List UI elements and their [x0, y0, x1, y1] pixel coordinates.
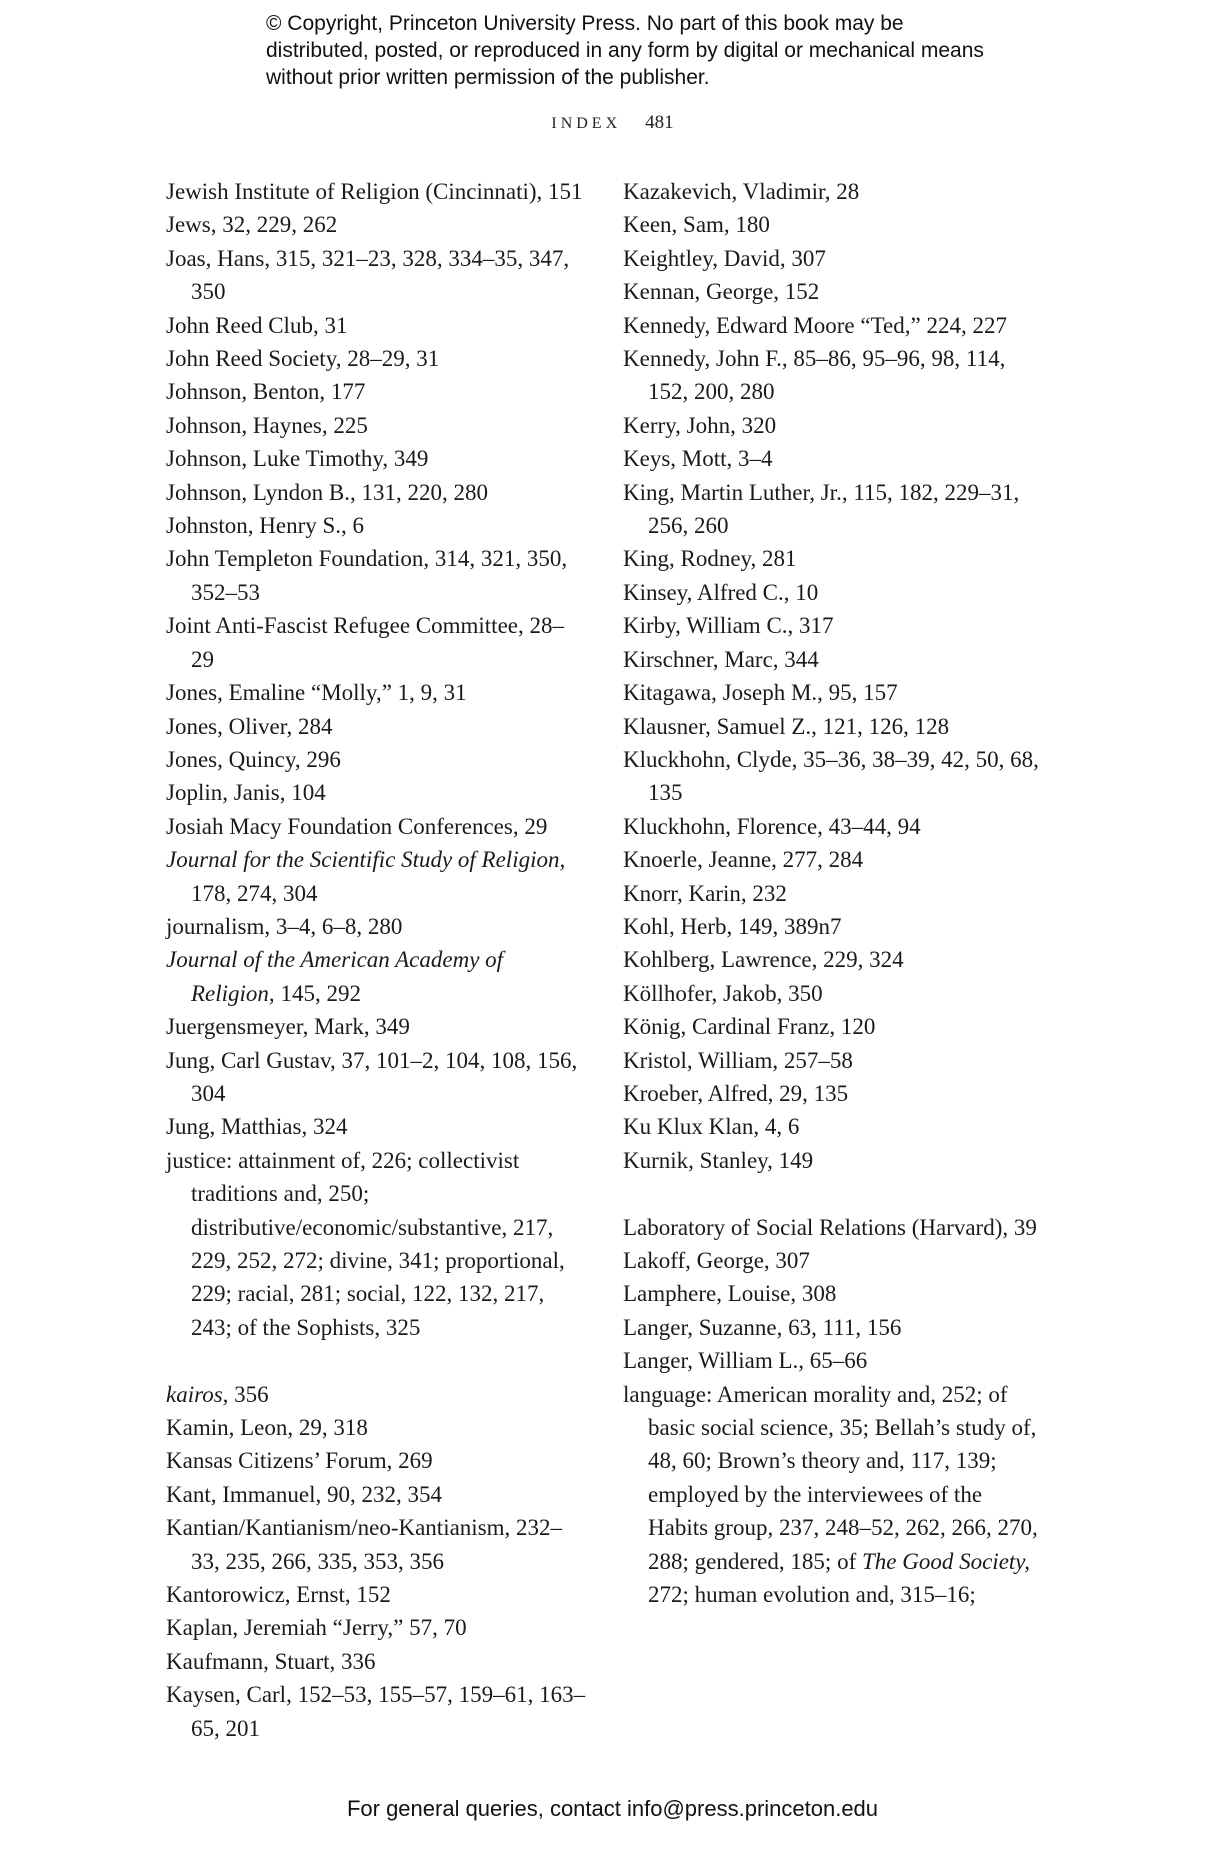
index-entry [623, 442, 1043, 475]
index-entry [166, 442, 586, 475]
entry-text: Langer, Suzanne, 63, 111, 156 [623, 1314, 902, 1340]
entry-text: Kansas Citizens’ Forum, 269 [166, 1448, 433, 1474]
entry-text: Kerry, John, 320 [623, 412, 777, 438]
entry-text: Klausner, Samuel Z., 121, 126, 128 [623, 713, 950, 739]
entry-title-italic: Journal of the American Academy of Religion, [166, 947, 504, 1006]
index-entry [623, 342, 1043, 409]
entry-title-italic: The Good Society, [861, 1548, 1030, 1574]
entry-text: language: American morality and, 252; of basic social science, 35; Bellah’s study of, 48, 60; Brown’s theory and, 117, 139; employed by the interviewees of the Habits group, 237, 248–52, 262, 266, 270, 288; gendered, 185; of [623, 1381, 1038, 1574]
entry-text: Kant, Immanuel, 90, 232, 354 [166, 1481, 442, 1507]
entry-text: Ku Klux Klan, 4, 6 [623, 1114, 800, 1140]
index-entry [166, 1110, 586, 1143]
index-entry [623, 877, 1043, 910]
entry-text: Kitagawa, Joseph M., 95, 157 [623, 680, 898, 706]
entry-text: Kohl, Herb, 149, 389n7 [623, 913, 842, 939]
entry-text: König, Cardinal Franz, 120 [623, 1014, 876, 1040]
index-entry [623, 1110, 1043, 1143]
index-entry [623, 1211, 1043, 1244]
entry-text: John Reed Society, 28–29, 31 [166, 346, 440, 372]
entry-text: Jones, Oliver, 284 [166, 713, 333, 739]
index-entry [166, 242, 586, 309]
index-entry [623, 1144, 1043, 1177]
index-entry [623, 309, 1043, 342]
entry-text: Kantorowicz, Ernst, 152 [166, 1582, 391, 1608]
index-entry [623, 676, 1043, 709]
entry-text: King, Rodney, 281 [623, 546, 797, 572]
entry-text: Jones, Emaline “Molly,” 1, 9, 31 [166, 680, 467, 706]
entry-text: John Templeton Foundation, 314, 321, 350, 352–53 [166, 546, 568, 605]
index-entry [623, 208, 1043, 241]
entry-text: Langer, William L., 65–66 [623, 1348, 868, 1374]
index-entry [166, 409, 586, 442]
index-entry [623, 1277, 1043, 1310]
entry-text: Jung, Matthias, 324 [166, 1114, 348, 1140]
entry-text: Juergensmeyer, Mark, 349 [166, 1014, 410, 1040]
index-entry [623, 743, 1043, 810]
index-entry [166, 676, 586, 709]
index-entry [166, 1611, 586, 1644]
section-gap [166, 1344, 586, 1377]
entry-title-italic: Journal for the Scientific Study of Religion, [166, 847, 566, 873]
index-entry [166, 910, 586, 943]
index-entry [166, 1678, 586, 1745]
index-column-right [623, 175, 1043, 1611]
page-number: 481 [645, 112, 674, 133]
entry-text: Kennedy, Edward Moore “Ted,” 224, 227 [623, 312, 1007, 338]
entry-text: Kroeber, Alfred, 29, 135 [623, 1080, 849, 1106]
index-entry [166, 542, 586, 609]
index-entry [623, 242, 1043, 275]
section-label: INDEX [551, 115, 622, 132]
entry-text: Johnson, Luke Timothy, 349 [166, 446, 429, 472]
index-entry [623, 977, 1043, 1010]
index-entry [623, 1311, 1043, 1344]
entry-text: Kaufmann, Stuart, 336 [166, 1648, 376, 1674]
index-entry [166, 776, 586, 809]
entry-title-italic: kairos, [166, 1381, 229, 1407]
entry-text: Kluckhohn, Florence, 43–44, 94 [623, 813, 921, 839]
index-column-left [166, 175, 586, 1745]
entry-text: Kamin, Leon, 29, 318 [166, 1415, 368, 1441]
entry-text: Köllhofer, Jakob, 350 [623, 980, 823, 1006]
index-entry [166, 309, 586, 342]
entry-pages: 272; human evolution and, 315–16; [648, 1582, 976, 1608]
index-entry [166, 342, 586, 375]
entry-text: Johnston, Henry S., 6 [166, 513, 365, 539]
entry-text: Kristol, William, 257–58 [623, 1047, 853, 1073]
entry-text: Kirby, William C., 317 [623, 613, 834, 639]
entry-text: Laboratory of Social Relations (Harvard), 39 [623, 1214, 1037, 1240]
entry-pages: 178, 274, 304 [191, 880, 318, 906]
entry-text: Kohlberg, Lawrence, 229, 324 [623, 947, 904, 973]
index-entry [623, 1077, 1043, 1110]
index-entry [623, 609, 1043, 642]
contact-footer: For general queries, contact info@press.princeton.edu [346, 1796, 879, 1821]
copyright-notice: © Copyright, Princeton University Press. No part of this book may be distributed, posted, or reproduced in any form by digital or mechanical means without prior written permission of the publisher. [266, 12, 984, 89]
index-entry [623, 910, 1043, 943]
entry-text: Kaplan, Jeremiah “Jerry,” 57, 70 [166, 1615, 467, 1641]
entry-text: Kantian/Kantianism/neo-Kantianism, 232–33, 235, 266, 335, 353, 356 [166, 1515, 563, 1574]
entry-text: Keen, Sam, 180 [623, 212, 770, 238]
entry-text: Joplin, Janis, 104 [166, 780, 326, 806]
entry-text: Knorr, Karin, 232 [623, 880, 787, 906]
entry-text: Johnson, Benton, 177 [166, 379, 366, 405]
index-entry [623, 710, 1043, 743]
entry-text: Jones, Quincy, 296 [166, 746, 341, 772]
index-entry [166, 743, 586, 776]
index-entry [623, 1344, 1043, 1377]
entry-text: Knoerle, Jeanne, 277, 284 [623, 847, 864, 873]
index-entry [623, 1044, 1043, 1077]
index-entry [166, 1645, 586, 1678]
entry-text: Joas, Hans, 315, 321–23, 328, 334–35, 347, 350 [166, 245, 570, 305]
entry-text: Jung, Carl Gustav, 37, 101–2, 104, 108, 156, 304 [166, 1047, 578, 1106]
index-entry [166, 208, 586, 241]
index-entry [623, 1244, 1043, 1277]
entry-text: Josiah Macy Foundation Conferences, 29 [166, 813, 548, 839]
entry-text: Kurnik, Stanley, 149 [623, 1147, 814, 1173]
entry-text: Kaysen, Carl, 152–53, 155–57, 159–61, 163–65, 201 [166, 1682, 586, 1741]
index-entry [166, 1010, 586, 1043]
index-entry [623, 542, 1043, 575]
entry-text: John Reed Club, 31 [166, 312, 348, 338]
entry-text: Kinsey, Alfred C., 10 [623, 579, 819, 605]
index-entry [623, 476, 1043, 543]
entry-text: Jews, 32, 229, 262 [166, 212, 338, 238]
entry-text: Lamphere, Louise, 308 [623, 1281, 837, 1307]
index-entry [623, 810, 1043, 843]
entry-text: justice: attainment of, 226; collectivist traditions and, 250; distributive/economic/substantive, 217, 229, 252, 272; divine, 341; proportional, 229; racial, 281; social, 122, 132, 217, 243; of the Sophists, 325 [166, 1147, 565, 1340]
index-entry [623, 275, 1043, 308]
index-entry [166, 476, 586, 509]
index-entry [623, 843, 1043, 876]
index-entry [166, 710, 586, 743]
entry-text: Johnson, Lyndon B., 131, 220, 280 [166, 479, 489, 505]
index-entry [166, 1044, 586, 1111]
entry-pages: 356 [228, 1381, 269, 1407]
entry-text: Kennan, George, 152 [623, 279, 820, 305]
entry-text: Jewish Institute of Religion (Cincinnati), 151 [166, 179, 583, 204]
entry-text: Kirschner, Marc, 344 [623, 646, 819, 672]
index-entry [166, 509, 586, 542]
entry-text: Johnson, Haynes, 225 [166, 412, 368, 438]
index-entry [623, 1378, 1043, 1612]
index-entry [623, 943, 1043, 976]
index-entry [623, 1010, 1043, 1043]
index-entry [166, 1444, 586, 1477]
entry-text: Kennedy, John F., 85–86, 95–96, 98, 114, 152, 200, 280 [623, 346, 1006, 405]
index-entry [166, 843, 586, 910]
section-gap [623, 1177, 1043, 1210]
index-entry [166, 375, 586, 408]
entry-text: Joint Anti-Fascist Refugee Committee, 28–29 [166, 613, 564, 672]
index-entry [623, 409, 1043, 442]
entry-text: Keightley, David, 307 [623, 245, 826, 271]
running-head [0, 112, 1225, 134]
index-entry [166, 175, 586, 208]
index-entry [166, 1478, 586, 1511]
entry-text: King, Martin Luther, Jr., 115, 182, 229–31, 256, 260 [623, 479, 1020, 539]
index-entry [166, 1144, 586, 1344]
index-entry [166, 943, 586, 1010]
index-entry [166, 810, 586, 843]
index-entry [166, 1378, 586, 1411]
entry-text: Keys, Mott, 3–4 [623, 446, 773, 472]
entry-text: journalism, 3–4, 6–8, 280 [166, 913, 403, 939]
entry-text: Kazakevich, Vladimir, 28 [623, 179, 860, 204]
index-entry [623, 576, 1043, 609]
entry-text: Lakoff, George, 307 [623, 1247, 810, 1273]
entry-pages: 145, 292 [274, 980, 361, 1006]
entry-text: Kluckhohn, Clyde, 35–36, 38–39, 42, 50, 68, 135 [623, 746, 1039, 806]
index-entry [166, 1578, 586, 1611]
index-entry [623, 643, 1043, 676]
index-entry [166, 609, 586, 676]
index-entry [623, 175, 1043, 208]
index-entry [166, 1511, 586, 1578]
index-entry [166, 1411, 586, 1444]
